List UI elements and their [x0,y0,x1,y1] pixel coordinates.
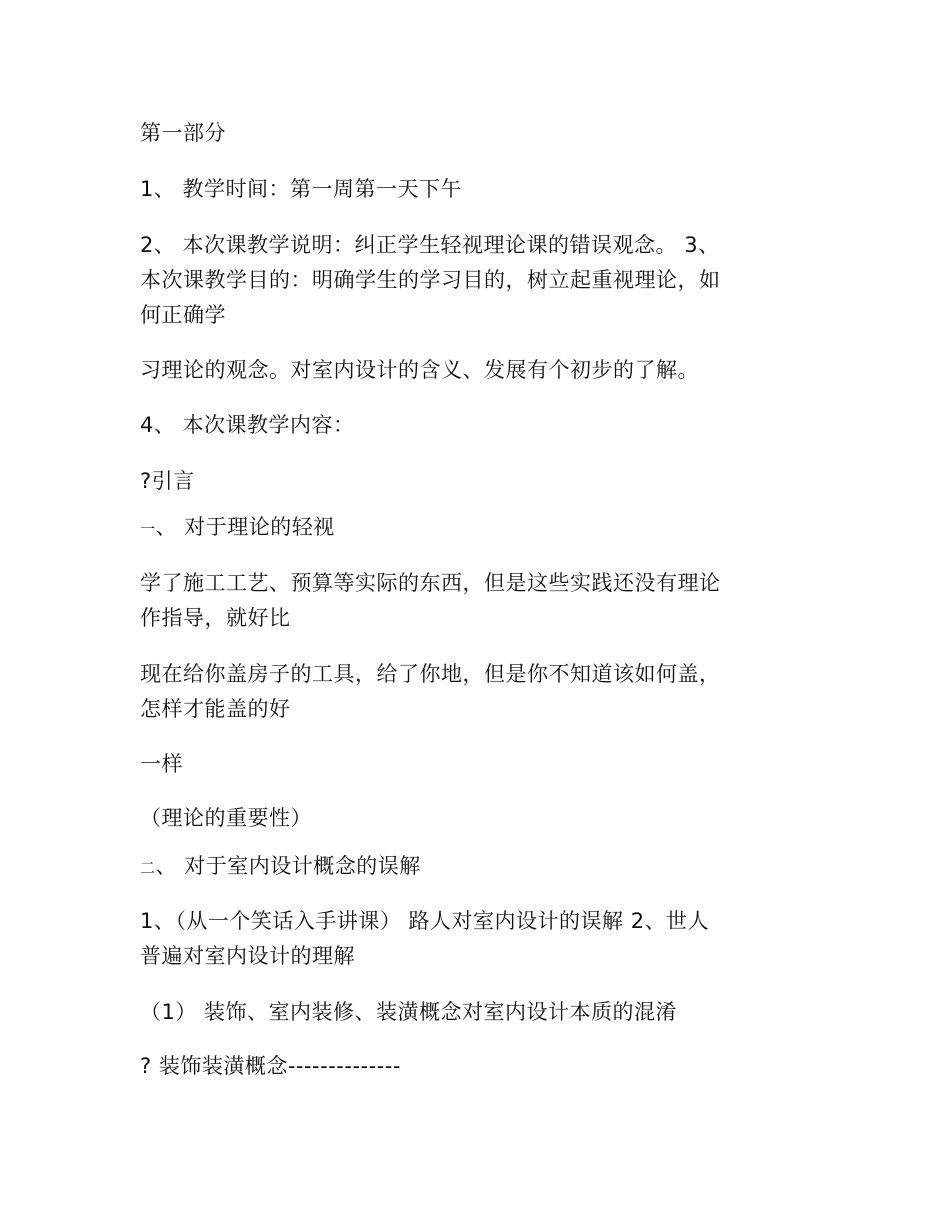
paragraph-line: ? 装饰装潢概念-------------- [140,1054,401,1078]
paragraph-line: 学了施工工艺、预算等实际的东西，但是这些实践还没有理论 [140,571,721,595]
subheading-line [140,510,820,546]
paragraph-line: 4、 本次课教学内容： [140,413,355,437]
paragraph-line: 本次课教学目的：明确学生的学习目的，树立起重视理论，如 [140,268,721,292]
paragraph-line: 习理论的观念。对室内设计的含义、发展有个初步的了解。 [140,358,699,382]
paragraph-line: ?引言 [140,469,195,493]
paragraph-line: 作指导，就好比 [140,606,291,630]
section-heading: 第一部分 [140,121,226,145]
paragraph-line: 何正确学 [140,303,226,327]
paragraph-line: 一样 [140,752,183,776]
paragraph-line: 怎样才能盖的好 [140,697,291,721]
subheading-text: 、 对于理论的轻视 [155,515,335,539]
paragraph-line: （1） 装饰、室内装修、装潢概念对室内设计本质的混淆 [140,1000,678,1024]
list-marker: 二 [140,859,156,877]
list-marker: 一 [140,520,156,538]
paragraph-line: 现在给你盖房子的工具，给了你地，但是你不知道该如何盖， [140,662,721,686]
paragraph-line: 2、 本次课教学说明：纠正学生轻视理论课的错误观念。 3、 [140,233,720,257]
paragraph-line: 1、 教学时间：第一周第一天下午 [140,177,463,201]
paragraph-line: 普遍对室内设计的理解 [140,944,355,968]
paragraph-line: 1、（从一个笑话入手讲课） 路人对室内设计的误解 2、世人 [140,909,710,933]
paragraph-line: （理论的重要性） [140,806,312,830]
subheading-text: 、 对于室内设计概念的误解 [155,854,421,878]
subheading-line [140,849,820,885]
